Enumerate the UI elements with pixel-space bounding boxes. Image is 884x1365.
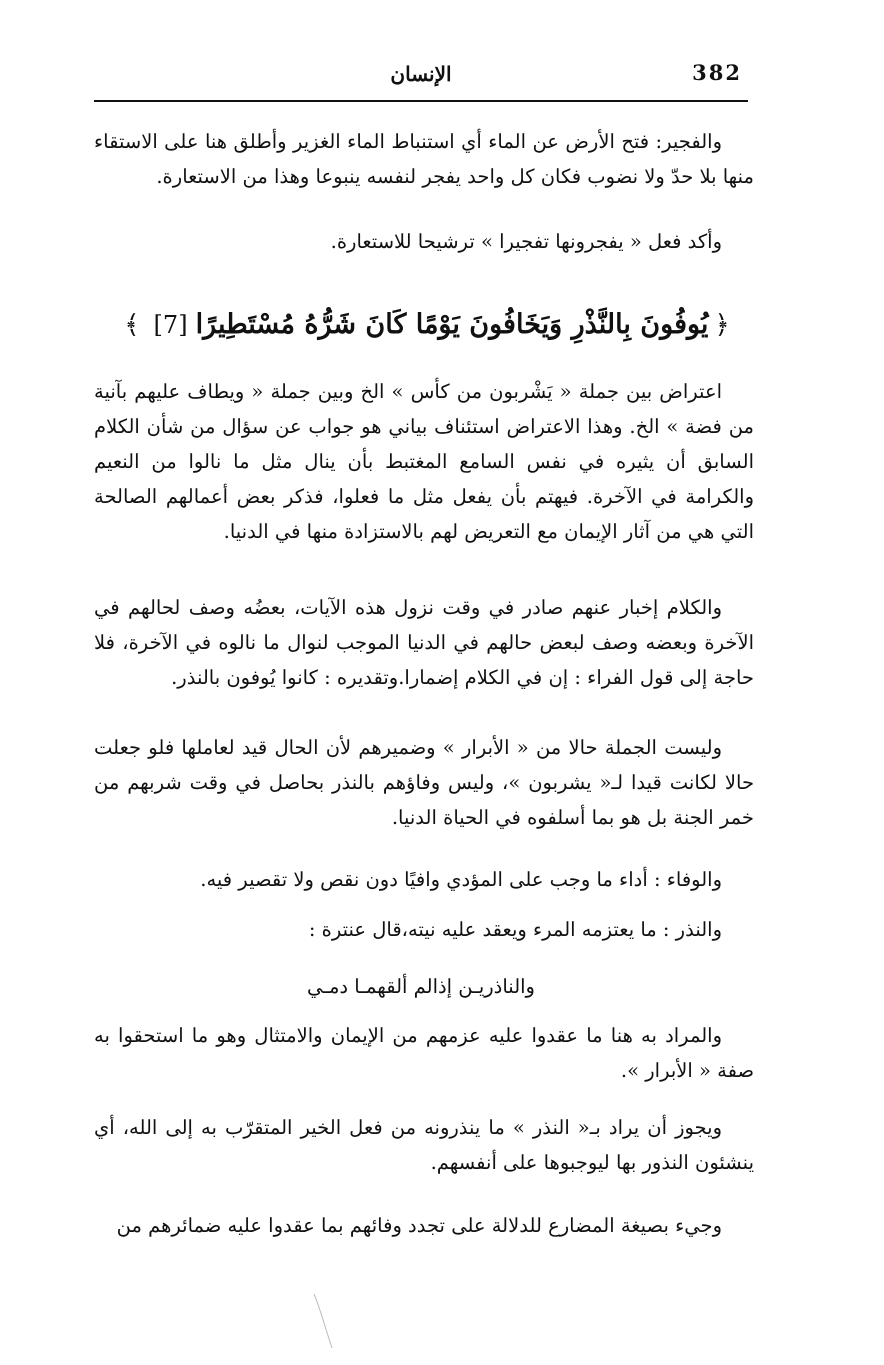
verse-text: يُوفُونَ بِالنَّذْرِ وَيَخَافُونَ يَوْمًا كَانَ شَرُّهُ مُسْتَطِيرًا bbox=[195, 309, 709, 340]
poetry-verse: والناذريـن إذالم ألقهمـا دمـي bbox=[307, 975, 535, 998]
quran-verse bbox=[100, 300, 754, 350]
running-title: الإنسان bbox=[390, 62, 452, 86]
verse-close-bracket: ﴾ bbox=[124, 310, 140, 340]
paragraph-wafa: والوفاء : أداء ما وجب على المؤدي وافيًا دون نقص ولا تقصير فيه. bbox=[200, 868, 722, 891]
verse-open-bracket: ﴿ bbox=[714, 310, 730, 340]
verse-number: [7] bbox=[153, 311, 188, 339]
paragraph-laysat: وليست الجملة حالا من « الأبرار » وضميرهم لأن الحال قيد لعاملها فلو جعلت حالا لكانت قيدا لـ« يشربون »، وليس وفاؤهم بالنذر بحاصل في وقت شربهم من خمر الجنة بل هو بما أسلفوه في الحياة الدنيا. bbox=[94, 736, 754, 829]
paragraph-kalam: والكلام إخبار عنهم صادر في وقت نزول هذه الآيات، بعضُه وصف لحالهم في الآخرة وبعضه وصف لبعض حالهم في الدنيا الموجب لنوال ما نالوه في الآخرة، فلا حاجة إلى قول الفراء : إن في الكلام إضمارا.وتقديره : كانوا يُوفون بالنذر. bbox=[94, 596, 754, 689]
page-header bbox=[94, 52, 748, 100]
header-rule bbox=[94, 100, 748, 102]
paragraph-itirad: اعتراض بين جملة « يَشْربون من كأس » الخ وبين جملة « ويطاف عليهم بآنية من فضة » الخ. وهذا الاعتراض استئناف بياني هو جواب عن سؤال من شأن الكلام السابق أن يثيره في نفس السامع المغتبط بأن ينال مثل ما نالوا من النعيم والكرامة في الآخرة. فيهتم بأن يفعل مثل ما فعلوا، فذكر بعض أعمالهم الصالحة التي هي من آثار الإيمان مع التعريض لهم بالاستزادة منها في الدنيا. bbox=[94, 380, 754, 543]
paragraph-tarshih: وأكد فعل « يفجرونها تفجيرا » ترشيحا للاستعارة. bbox=[330, 230, 722, 253]
paragraph-fajir: والفجير: فتح الأرض عن الماء أي استنباط الماء الغزير وأطلق هنا على الاستقاء منها بلا حدّ ولا نضوب فكان كل واحد يفجر لنفسه ينبوعا وهذا من الاستعارة. bbox=[94, 130, 754, 188]
paragraph-murad: والمراد به هنا ما عقدوا عليه عزمهم من الإيمان والامتثال وهو ما استحقوا به صفة « الأبرار ». bbox=[94, 1024, 754, 1082]
paragraph-yajuz: ويجوز أن يراد بـ« النذر » ما ينذرونه من فعل الخير المتقرّب به إلى الله، أي ينشئون النذور بها ليوجبوها على أنفسهم. bbox=[94, 1116, 754, 1174]
page-number: 382 bbox=[692, 60, 742, 85]
paragraph-siygha: وجيء بصيغة المضارع للدلالة على تجدد وفائهم بما عقدوا عليه ضمائرهم من bbox=[116, 1214, 722, 1237]
scan-artifact bbox=[310, 1292, 336, 1352]
paragraph-nadhr: والنذر : ما يعتزمه المرء ويعقد عليه نيته،قال عنترة : bbox=[308, 918, 722, 941]
